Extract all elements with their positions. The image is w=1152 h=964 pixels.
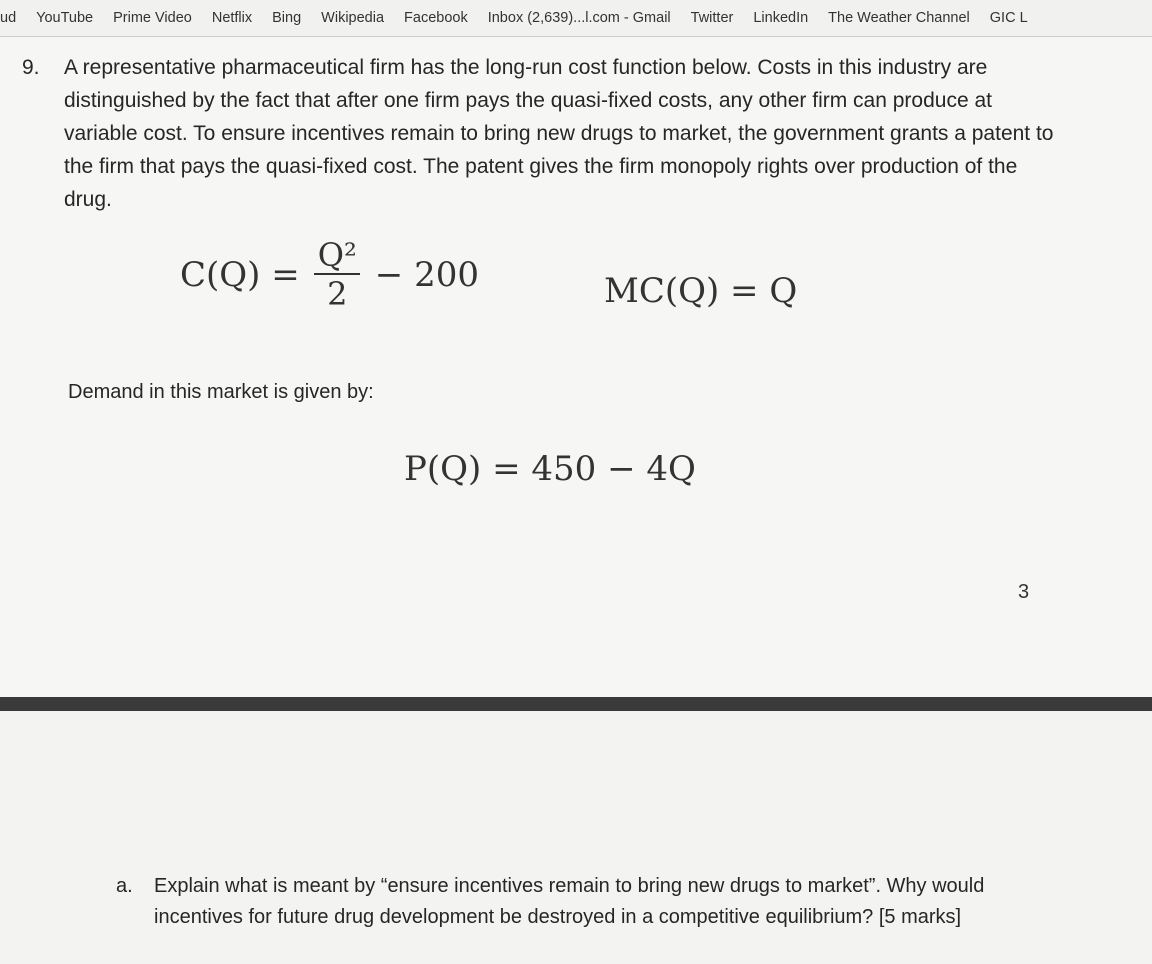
bookmark-facebook[interactable]: Facebook — [404, 10, 468, 26]
part-a-letter: a. — [116, 875, 133, 897]
demand-label: Demand in this market is given by: — [68, 381, 374, 403]
bookmark-linkedin[interactable]: LinkedIn — [753, 10, 809, 26]
next-document-page — [0, 711, 1152, 964]
cost-numerator: Q² — [317, 236, 357, 274]
bookmarks-bar — [0, 0, 1152, 37]
bookmark-gic[interactable]: GIC L — [989, 10, 1028, 26]
bookmark-prime-video[interactable]: Prime Video — [113, 10, 192, 26]
bookmark-youtube[interactable]: YouTube — [36, 10, 94, 26]
question-text: A representative pharmaceutical firm has the long-run cost function below. Costs in this industry are distinguished by the fact that after one firm pays the quasi-fixed costs, any other firm can produce at variable cost. To ensure incentives remain to bring new drugs to market, the government grants a patent to the firm that pays the quasi-fixed cost. The patent gives the firm monopoly rights over production of the drug. — [64, 56, 1054, 211]
cost-denominator: 2 — [327, 275, 348, 313]
cost-constant: − 200 — [374, 255, 479, 295]
marginal-cost-equation: MC(Q) = Q — [604, 271, 798, 311]
bookmark-wikipedia[interactable]: Wikipedia — [321, 10, 385, 26]
cost-fraction — [312, 237, 363, 313]
part-a-text: Explain what is meant by “ensure incentives remain to bring new drugs to market”. Why would incentives for future drug development be destroyed in a competitive equilibrium? [5 marks] — [154, 875, 985, 928]
bookmark-bing[interactable]: Bing — [272, 10, 302, 26]
bookmark-netflix[interactable]: Netflix — [211, 10, 253, 26]
bookmark-weather-channel[interactable]: The Weather Channel — [828, 10, 970, 26]
part-a-question — [116, 871, 1036, 933]
page-break-divider — [0, 697, 1152, 711]
bookmark-icloud[interactable]: ud — [0, 10, 17, 26]
bookmark-twitter[interactable]: Twitter — [690, 10, 734, 26]
cost-lhs: C(Q) = — [180, 255, 300, 295]
question-number: 9. — [22, 56, 40, 79]
document-page — [0, 37, 1152, 697]
bookmark-gmail[interactable]: Inbox (2,639)...l.com - Gmail — [487, 10, 671, 26]
question-9 — [22, 51, 1082, 216]
page-number: 3 — [1018, 581, 1030, 603]
demand-equation: P(Q) = 450 − 4Q — [404, 449, 696, 489]
cost-function-equation — [180, 237, 479, 313]
